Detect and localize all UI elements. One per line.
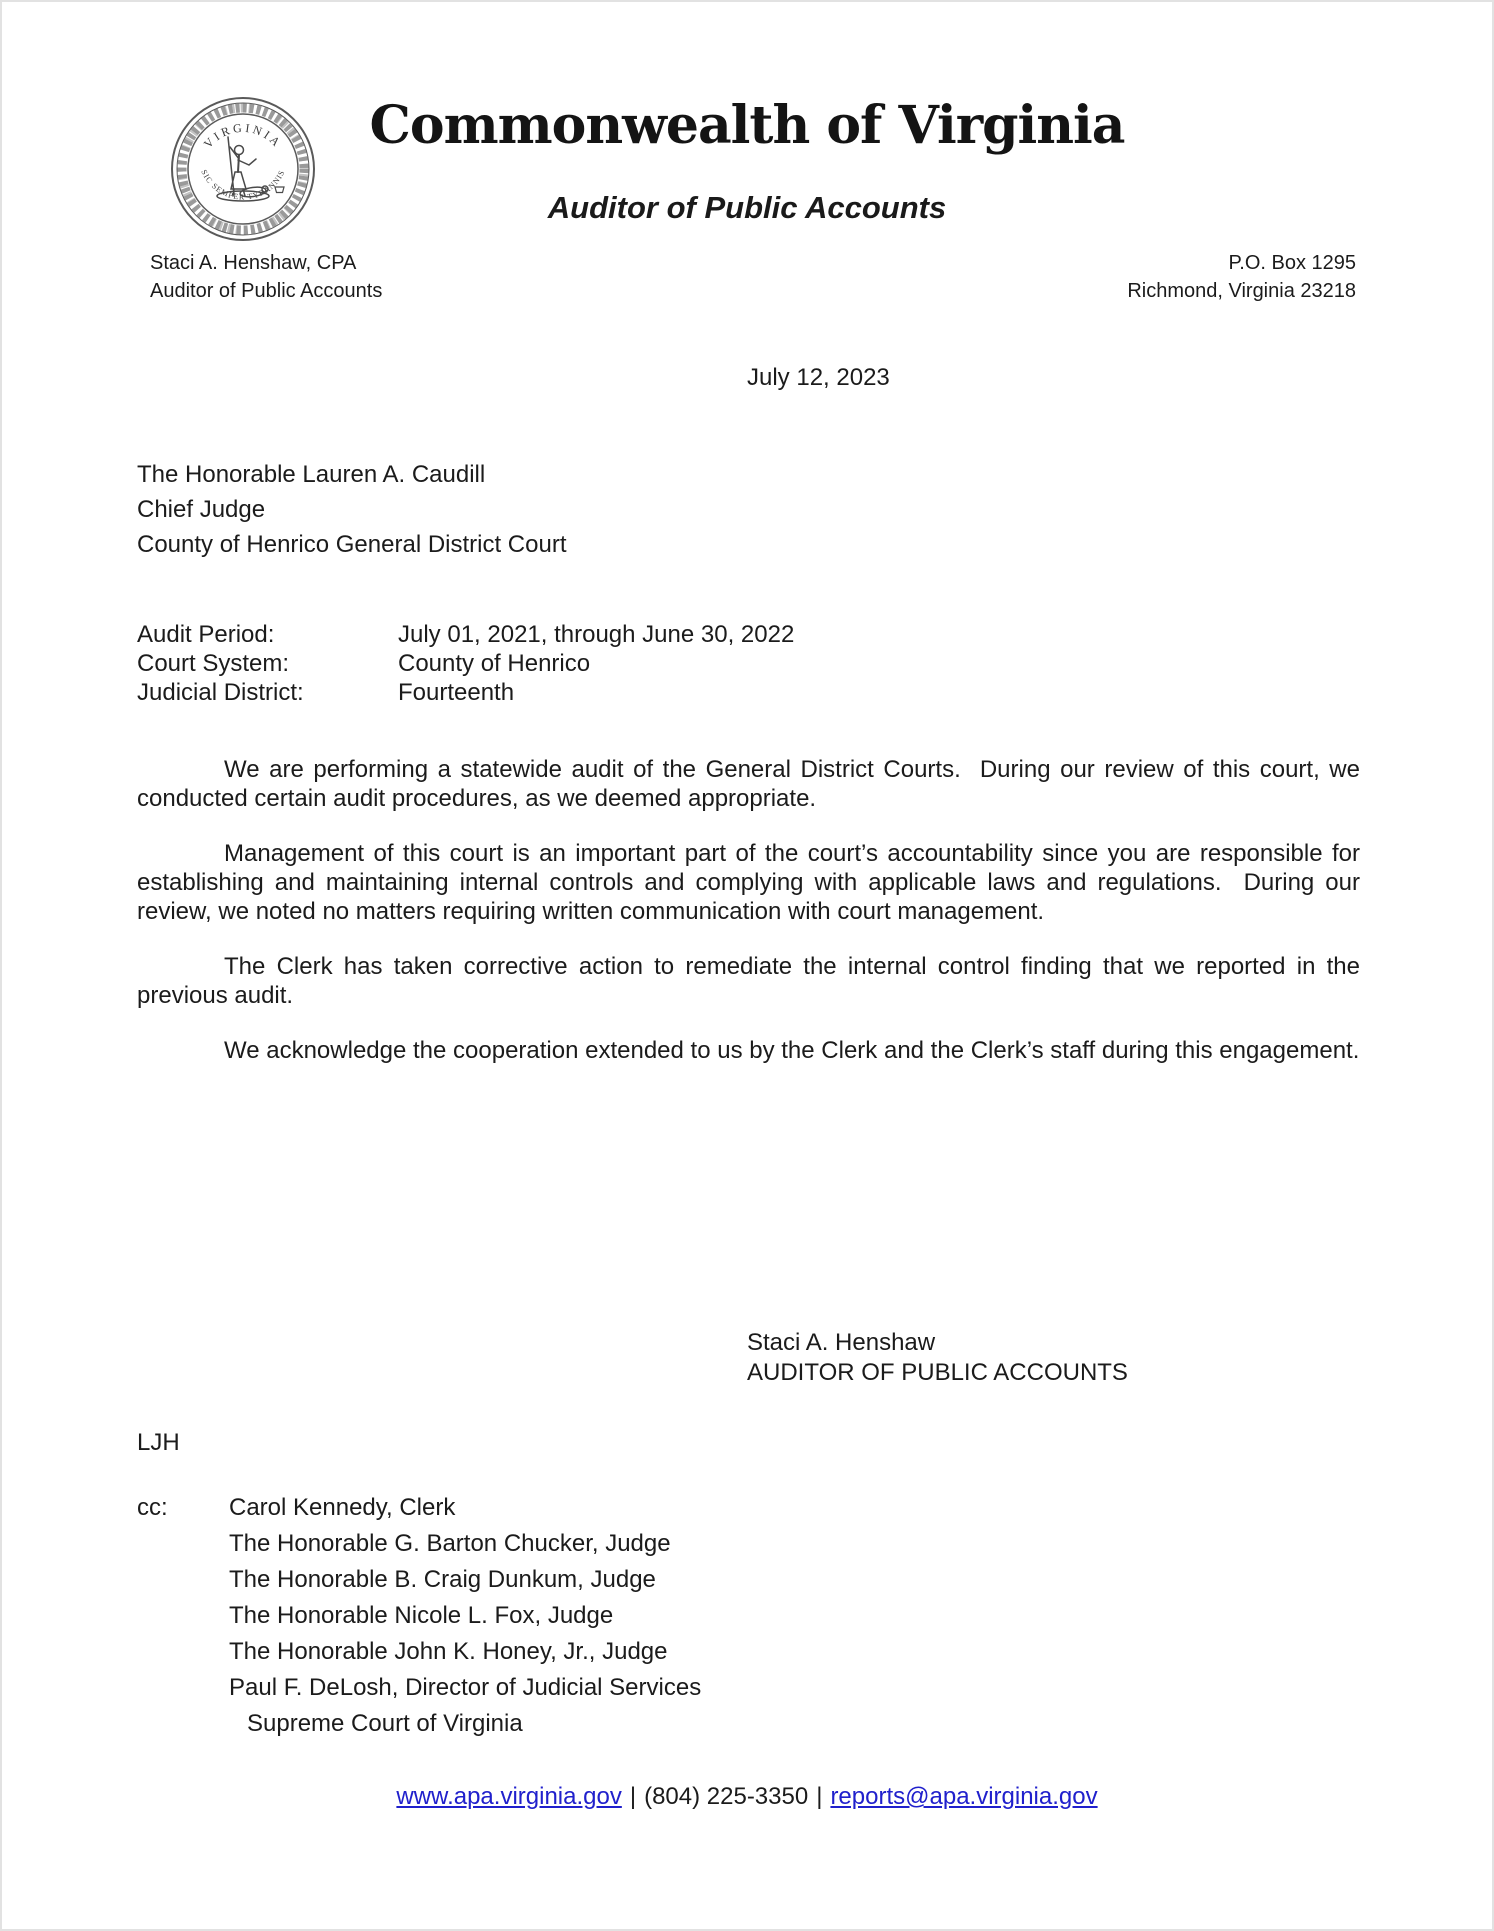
cc-block <box>137 1490 701 1742</box>
court-system-label: Court System: <box>137 650 290 677</box>
letterhead-subtitle: Auditor of Public Accounts <box>547 190 947 225</box>
signature-block <box>747 1328 1128 1388</box>
judicial-district-label: Judicial District: <box>137 679 304 706</box>
detail-row <box>137 649 794 678</box>
signer-name: Staci A. Henshaw <box>747 1329 936 1356</box>
detail-row <box>137 678 794 707</box>
letter-date: July 12, 2023 <box>747 364 890 391</box>
office-address-block <box>1127 249 1356 305</box>
letter-body <box>137 755 1367 1091</box>
cc-name: Carol Kennedy, Clerk <box>229 1494 456 1521</box>
city-state-zip-line: Richmond, Virginia 23218 <box>1127 280 1356 302</box>
footer-separator: | <box>629 1783 637 1810</box>
judicial-district-value: Fourteenth <box>398 679 515 706</box>
auditor-name: Staci A. Henshaw, CPA <box>150 252 357 274</box>
footer-contact-line <box>2 1782 1492 1811</box>
audit-period-label: Audit Period: <box>137 621 275 648</box>
website-link[interactable]: www.apa.virginia.gov <box>396 1783 622 1810</box>
cc-names <box>229 1490 701 1742</box>
body-paragraph: Management of this court is an important part of the court’s accountability since you are responsible for establishing and maintaining internal controls and complying with applicable laws and regulations. During our review, we noted no matters requiring written communication with court management. <box>137 840 1367 925</box>
signer-title: AUDITOR OF PUBLIC ACCOUNTS <box>747 1359 1128 1386</box>
recipient-court: County of Henrico General District Court <box>137 531 567 558</box>
cc-name: Paul F. DeLosh, Director of Judicial Services <box>229 1674 702 1701</box>
cc-name: The Honorable Nicole L. Fox, Judge <box>229 1602 614 1629</box>
recipient-block <box>137 457 567 562</box>
recipient-name: The Honorable Lauren A. Caudill <box>137 461 486 488</box>
body-paragraph: We acknowledge the cooperation extended to us by the Clerk and the Clerk’s staff during this engagement. <box>224 1037 1360 1064</box>
cc-name: The Honorable John K. Honey, Jr., Judge <box>229 1638 668 1665</box>
footer-separator: | <box>816 1783 823 1810</box>
cc-name: The Honorable G. Barton Chucker, Judge <box>229 1530 671 1557</box>
recipient-title: Chief Judge <box>137 496 266 523</box>
body-paragraph: The Clerk has taken corrective action to remediate the internal control finding that we reported in the previous audit. <box>137 953 1367 1009</box>
letterhead-title: Commonwealth of Virginia <box>369 95 1125 156</box>
cc-label: cc: <box>137 1494 168 1521</box>
audit-details-block <box>137 620 794 707</box>
po-box-line: P.O. Box 1295 <box>1228 252 1356 274</box>
email-link[interactable]: reports@apa.virginia.gov <box>830 1783 1098 1810</box>
court-system-value: County of Henrico <box>398 650 591 677</box>
audit-period-value: July 01, 2021, through June 30, 2022 <box>398 621 795 648</box>
body-paragraph: We are performing a statewide audit of the General District Courts. During our review of this court, we conducted certain audit procedures, as we deemed appropriate. <box>137 756 1367 812</box>
cc-name: The Honorable B. Craig Dunkum, Judge <box>229 1566 656 1593</box>
cc-name: Supreme Court of Virginia <box>247 1710 523 1737</box>
detail-row <box>137 620 794 649</box>
seal-motto-text: SIC SEMPER TYRANNIS <box>199 168 287 202</box>
auditor-title: Auditor of Public Accounts <box>150 280 383 302</box>
auditor-contact-block <box>150 249 382 305</box>
reference-initials: LJH <box>137 1429 180 1456</box>
seal-label-text: VIRGINIA <box>200 120 286 151</box>
phone-number: (804) 225-3350 <box>644 1783 809 1810</box>
